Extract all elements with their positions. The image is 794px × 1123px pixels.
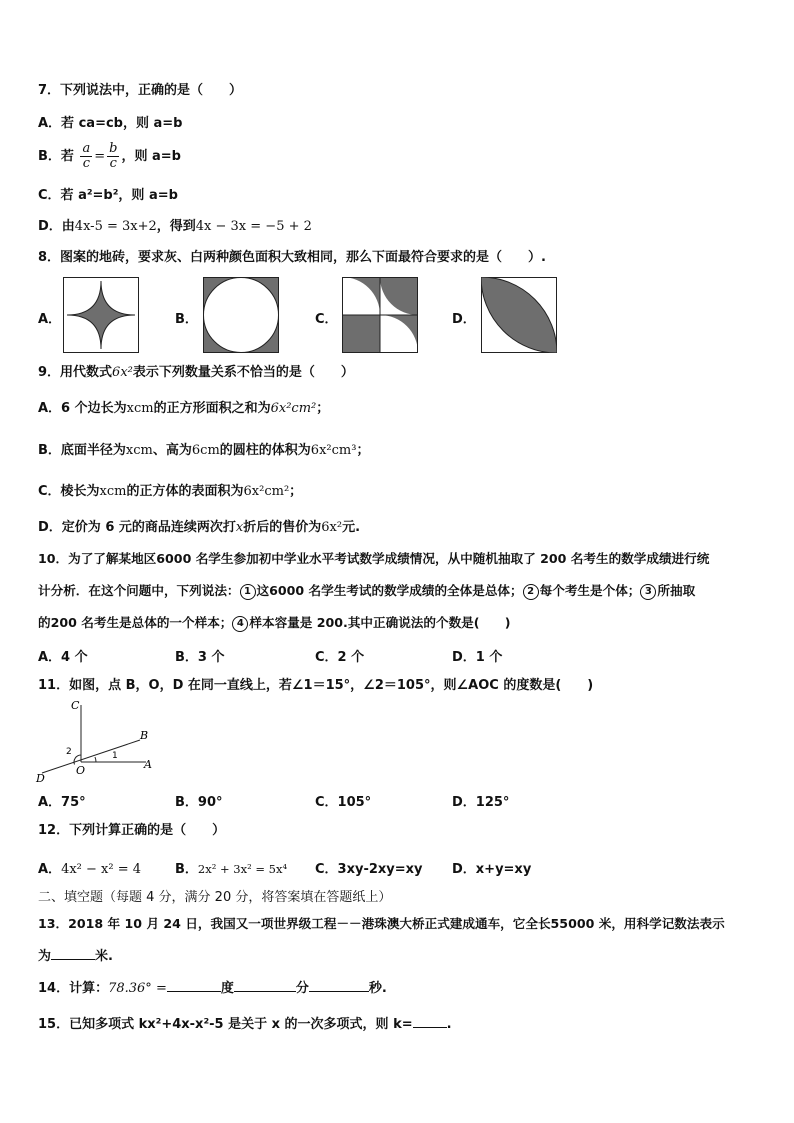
q9-c-end: ； (289, 484, 303, 499)
q11-option-b: B．90° (175, 795, 223, 810)
q9-a-expr: 6x²cm² (270, 401, 317, 416)
q7-equals: = (94, 149, 106, 164)
q9-b-mid2: 的圆柱的体积为 (219, 443, 311, 458)
q9-option-c (38, 483, 302, 501)
q8-stem: 8．图案的地砖，要求灰、白两种颜色面积大致相同，那么下面最符合要求的是（ ）. (38, 250, 546, 265)
q10-line-2-a: 计分析．在这个问题中，下列说法： (38, 583, 240, 598)
q11-option-d: D．125° (452, 795, 510, 810)
q7-option-a-text: ca=cb，则 a=b (78, 116, 183, 131)
q9-a-mid: 的正方形面积之和为 (153, 401, 271, 416)
q10-line-2-d: 所抽取 (657, 583, 696, 598)
q15-line (38, 1014, 452, 1034)
q12-option-c: C．3xy-2xy=xy (315, 862, 423, 877)
q10-line-2-c: 每个考生是个体； (539, 583, 641, 598)
q14-minute-blank[interactable] (234, 978, 296, 992)
q7-fraction-2 (107, 142, 119, 171)
q10-option-b: B．3 个 (175, 650, 225, 665)
q9-b-pre: B．底面半径为 (38, 443, 126, 458)
q14-unit-degree: 度 (220, 981, 234, 996)
q13-line-1: 13．2018 年 10 月 24 日，我国又一项世界级工程－－港珠澳大桥正式建成通车，它全长55000 米，用科学记数法表示 (38, 916, 725, 931)
q14-unit-second: 秒. (368, 981, 387, 996)
q8-tile-b (203, 277, 279, 353)
q12-option-a (38, 858, 141, 877)
q9-a-pre: A．6 个边长为 (38, 401, 127, 416)
q10-circled-3: 3 (640, 584, 656, 600)
q9-a-unit: xcm (126, 401, 154, 416)
q10-line-1: 10．为了了解某地区6000 名学生参加初中学业水平考试数学成绩情况，从中随机抽取了 200 名考生的数学成绩进行统 (38, 551, 710, 566)
q13-line-2 (38, 946, 113, 966)
q9-d-end: 元. (342, 520, 361, 535)
q9-c-mid: 的正方体的表面积为 (126, 484, 244, 499)
q10-line-2-b: 这6000 名学生考试的数学成绩的全体是总体； (256, 583, 523, 598)
q12-stem: 12．下列计算正确的是（ ） (38, 823, 226, 838)
q7-fraction-2-numerator: b (109, 141, 118, 156)
q11-label-a: A (144, 758, 152, 771)
q11-label-d: D (36, 772, 45, 784)
q10-circled-1: 1 (240, 584, 256, 600)
q7-equation-2: 4x − 3x = −5 + 2 (195, 219, 312, 234)
q14-pre: 14．计算： (38, 981, 109, 996)
q9-b-unit: xcm (125, 443, 153, 458)
q7-fraction-1-denominator: c (82, 156, 90, 171)
q10-option-c: C．2 个 (315, 650, 365, 665)
q12-option-a-expr: 4x² − x² = 4 (61, 862, 142, 877)
q12-option-a-label: A． (38, 862, 62, 877)
q7-option-b (38, 142, 181, 171)
q11-option-a: A．75° (38, 795, 86, 810)
q15-post: . (446, 1017, 452, 1032)
q14-degree-blank[interactable] (167, 978, 221, 992)
section-2-heading: 二、填空题（每题 4 分，满分 20 分，将答案填在答题纸上） (38, 890, 392, 905)
q7-option-b-prefix: B．若 (38, 149, 74, 164)
q7-option-a-prefix: A．若 (38, 116, 79, 131)
q9-stem (38, 364, 354, 382)
q9-d-mid: 折后的售价为 (243, 520, 322, 535)
q7-option-b-suffix: ，则 a=b (121, 149, 181, 164)
q9-c-expr: 6x²cm² (243, 484, 290, 499)
q15-answer-blank[interactable] (413, 1014, 447, 1028)
q11-option-c: C．105° (315, 795, 372, 810)
q11-label-b: B (140, 729, 149, 742)
q13-line-2-pre: 为 (38, 949, 52, 964)
q9-stem-expr: 6x² (112, 365, 133, 380)
q10-circled-4: 4 (232, 616, 248, 632)
q11-label-o: O (76, 764, 86, 777)
q9-b-end: ； (356, 443, 370, 458)
q9-stem-pre: 9．用代数式 (38, 365, 113, 380)
q11-angle-1-arc (95, 757, 96, 762)
q8-option-c-label: C． (315, 312, 338, 327)
q14-expr: 78.36° = (108, 981, 167, 996)
q10-line-3-a: 的200 名考生是总体的一个样本； (38, 615, 233, 630)
q8-option-a-label: A． (38, 312, 62, 327)
q9-b-height: 6cm (191, 443, 220, 458)
q11-stem: 11．如图，点 B，O，D 在同一直线上，若∠1＝15°，∠2＝105°，则∠AOC 的度数是( ) (38, 678, 594, 693)
q10-option-a: A．4 个 (38, 650, 88, 665)
q8-option-d-label: D． (452, 312, 476, 327)
q9-option-a (38, 400, 329, 418)
q11-label-2: 2 (66, 747, 72, 757)
q9-c-unit: xcm (99, 484, 127, 499)
q8-tile-d (481, 277, 557, 353)
q9-d-x: x (235, 520, 244, 535)
q10-line-3-b: 样本容量是 200.其中正确说法的个数是( ) (249, 615, 511, 630)
q9-d-pre: D．定价为 6 元的商品连续两次打 (38, 520, 236, 535)
q8-tile-c-petal-4 (342, 315, 380, 353)
q13-line-2-post: 米. (95, 949, 113, 964)
q9-stem-post: 表示下列数量关系不恰当的是（ ） (132, 365, 354, 380)
q12-option-d: D．x+y=xy (452, 862, 532, 877)
q7-option-d-mid: ，得到 (156, 219, 196, 234)
q7-fraction-1 (80, 142, 92, 171)
q11-label-1: 1 (112, 751, 118, 761)
q10-circled-2: 2 (523, 584, 539, 600)
q12-option-b-label: B． (175, 862, 198, 877)
q7-equation-1: 4x-5 = 3x+2 (74, 219, 157, 234)
q11-line-bd (42, 740, 140, 773)
q7-option-a (38, 115, 182, 133)
q9-option-b (38, 442, 369, 460)
q14-line (38, 978, 387, 998)
q14-unit-minute: 分 (295, 981, 309, 996)
q9-d-expr: 6x² (321, 520, 343, 535)
q9-c-pre: C．棱长为 (38, 484, 100, 499)
q11-figure (34, 698, 156, 784)
q9-b-expr: 6x²cm³ (310, 443, 357, 458)
q8-option-b-label: B． (175, 312, 198, 327)
q9-a-end: ； (316, 401, 330, 416)
q8-tile-a (63, 277, 139, 353)
q13-answer-blank[interactable] (51, 946, 95, 960)
q11-label-c: C (71, 699, 80, 712)
q7-fraction-1-numerator: a (82, 141, 91, 156)
q7-option-c: C．若 a²=b²，则 a=b (38, 188, 178, 203)
q9-option-d (38, 519, 360, 537)
q14-second-blank[interactable] (309, 978, 369, 992)
q7-option-d-prefix: D．由 (38, 219, 75, 234)
q15-pre: 15．已知多项式 kx²+4x-x²-5 是关于 x 的一次多项式，则 k= (38, 1017, 413, 1032)
q7-stem: 7．下列说法中，正确的是（ ） (38, 83, 243, 98)
q8-tile-b-circle (204, 278, 279, 353)
q7-option-d (38, 218, 312, 236)
q10-line-2 (38, 582, 695, 600)
q8-tile-c (342, 277, 418, 353)
q12-option-b-expr: 2x² + 3x² = 5x⁴ (197, 862, 288, 876)
q9-b-mid1: 、高为 (152, 443, 192, 458)
q10-option-d: D．1 个 (452, 650, 503, 665)
q7-fraction-2-denominator: c (109, 156, 117, 171)
q12-option-b (175, 858, 287, 877)
q10-line-3 (38, 614, 510, 632)
